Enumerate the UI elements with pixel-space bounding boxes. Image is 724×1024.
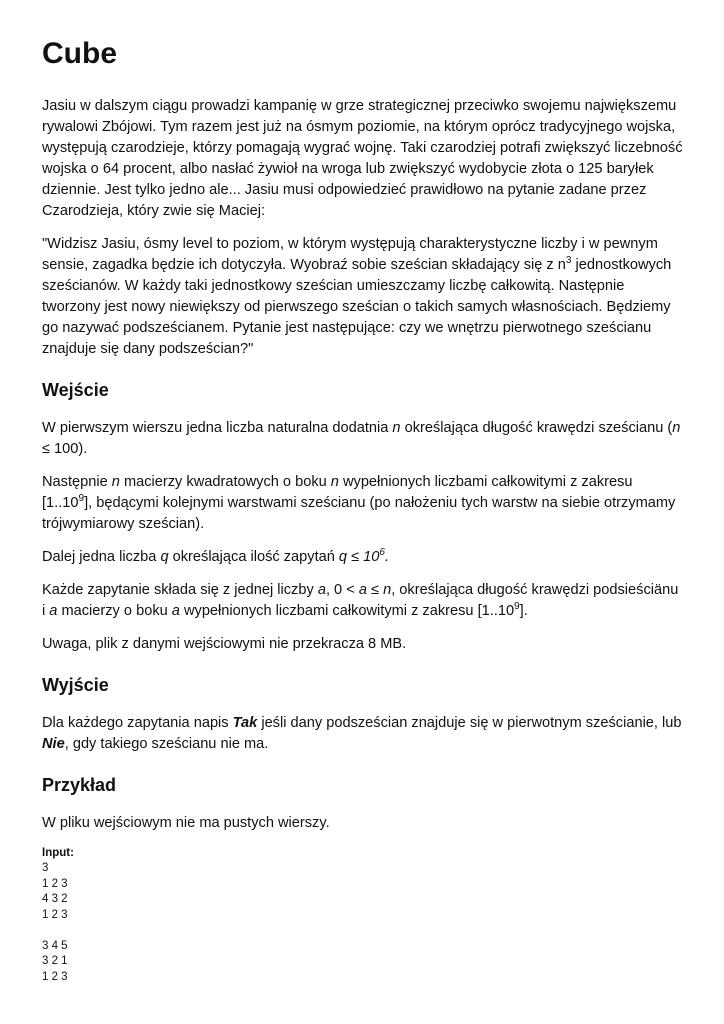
example-input-block — [42, 861, 684, 985]
input-paragraph-4: Każde zapytanie składa się z jednej liczby a, 0 < a ≤ n, określająca długość krawędzi podsieściänu i a macierzy o boku a wypełnionych liczbami całkowitymi z zakresu [1..10$^9$]. — [42, 582, 679, 619]
output-paragraph-1: Dla każdego zapytania napis Tak jeśli dany podsześcian znajduje się w pierwotnym sześcianie, lub Nie, gdy takiego sześcianu nie ma. — [42, 715, 682, 752]
input-paragraph-2: Następnie n macierzy kwadratowych o boku n wypełnionych liczbami całkowitymi z zakresu [1..10$^9$], będącymi kolejnymi warstwami sześcianu (po nałożeniu tych warstw na siebie otrzymamy trójwymiarowy sześcian). — [42, 474, 676, 532]
input-paragraph-3: Dalej jedna liczba q określająca ilość zapytań $q \le 10^6$. — [42, 547, 390, 565]
example-input-line: 1 2 3 — [42, 970, 68, 983]
intro-paragraph-1: Jasiu w dalszym ciągu prowadzi kampanię w grze strategicznej przeciwko swojemu największemu rywalowi Zbójowi. Tym razem jest już na ósmym poziomie, na którym oprócz tradycyjnego wojska, występują czarodzieje, którzy pomagają wygrać wojnę. Taki czarodziej potrafi zwiększyć liczebność wojska o 64 procent, albo nasłać żywioł na wroga lub zwiększyć wydobycie złota o 125 baryłek dziennie. Jest tylko jedno ale... Jasiu musi odpowiedzieć prawidłowo na pytanie zadane przez Czarodzieja, który zwie się Maciej: — [42, 98, 683, 219]
example-input-line: 3 — [42, 862, 49, 874]
example-input-line: 4 3 2 — [42, 893, 68, 905]
example-input-label: Input: — [42, 847, 74, 859]
example-paragraph-1: W pliku wejściowym nie ma pustych wierszy. — [42, 815, 330, 831]
example-input-line: 3 4 5 — [42, 939, 68, 952]
example-input-line: 3 2 1 — [42, 955, 68, 967]
example-input-line — [42, 923, 684, 939]
intro-paragraph-2: "Widzisz Jasiu, ósmy level to poziom, w którym występują charakterystyczne liczby i w pewnym sensie, zagadka będzie ich dotyczyła. Wyobraź sobie sześcian składający się z $n^3$ jednostkowych sześcianów. W każdy taki jednostkowy sześcian umieszczamy liczbę całkowitą. Następnie tworzony jest nowy niewiększy od pierwszego sześcian o takich samych własnościach. Będziemy go nazywać podsześcianem. Pytanie jest następujące: czy we wnętrzu pierwotnego sześcianu znajduje się dany podsześcian?" — [42, 236, 672, 357]
example-heading: Przykład — [42, 775, 117, 795]
input-heading: Wejście — [42, 380, 109, 400]
example-input-line: 1 2 3 — [42, 877, 68, 890]
input-paragraph-1: W pierwszym wierszu jedna liczba naturalna dodatnia n określająca długość krawędzi sześcianu (n ≤ 100). — [42, 420, 681, 457]
page-title: Cube — [42, 37, 117, 70]
input-paragraph-5: Uwaga, plik z danymi wejściowymi nie przekracza 8 MB. — [42, 636, 407, 652]
output-heading: Wyjście — [42, 675, 109, 695]
example-input-line: 1 2 3 — [42, 908, 68, 921]
